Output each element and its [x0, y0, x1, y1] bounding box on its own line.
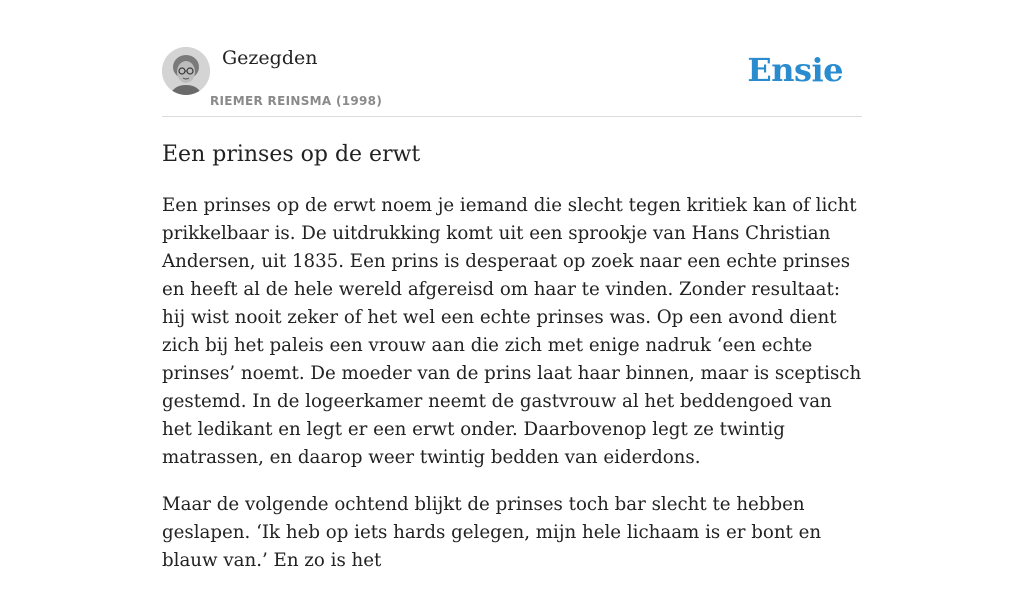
entry-title: Een prinses op de erwt [162, 142, 421, 167]
source-author: RIEMER REINSMA (1998) [210, 94, 383, 108]
ensie-logo[interactable]: Ensie [747, 51, 843, 89]
author-avatar[interactable] [162, 47, 210, 95]
page [162, 0, 862, 571]
source-title[interactable]: Gezegden [222, 47, 318, 69]
body-paragraph: Een prinses op de erwt noem je iemand die slecht tegen kritiek kan of licht prikkelbaar is. De uitdrukking komt uit een sprookje van Hans Christian Andersen, uit 1835. Een prins is desperaat op zoek naar een echte prinses en heeft al de hele wereld afgereisd om haar te vinden. Zonder resultaat: hij wist nooit zeker of het wel een echte prinses was. Op een avond dient zich bij het paleis een vrouw aan die zich met enige nadruk ‘een echte prinses’ noemt. De moeder van de prins laat haar binnen, maar is sceptisch gestemd. In de logeerkamer neemt de gastvrouw al het beddengoed van het ledikant en legt er een erwt onder. Daarbovenop legt ze twintig matrassen, en daarop weer twintig bedden van eiderdons. [162, 195, 862, 468]
entry-header [162, 0, 862, 117]
body-paragraph: Maar de volgende ochtend blijkt de prinses toch bar slecht te hebben geslapen. ‘Ik heb op iets hards gelegen, mijn hele lichaam is er bont en blauw van.’ En zo is het [162, 494, 822, 571]
entry-body [162, 192, 862, 594]
author-portrait-icon [162, 47, 210, 95]
